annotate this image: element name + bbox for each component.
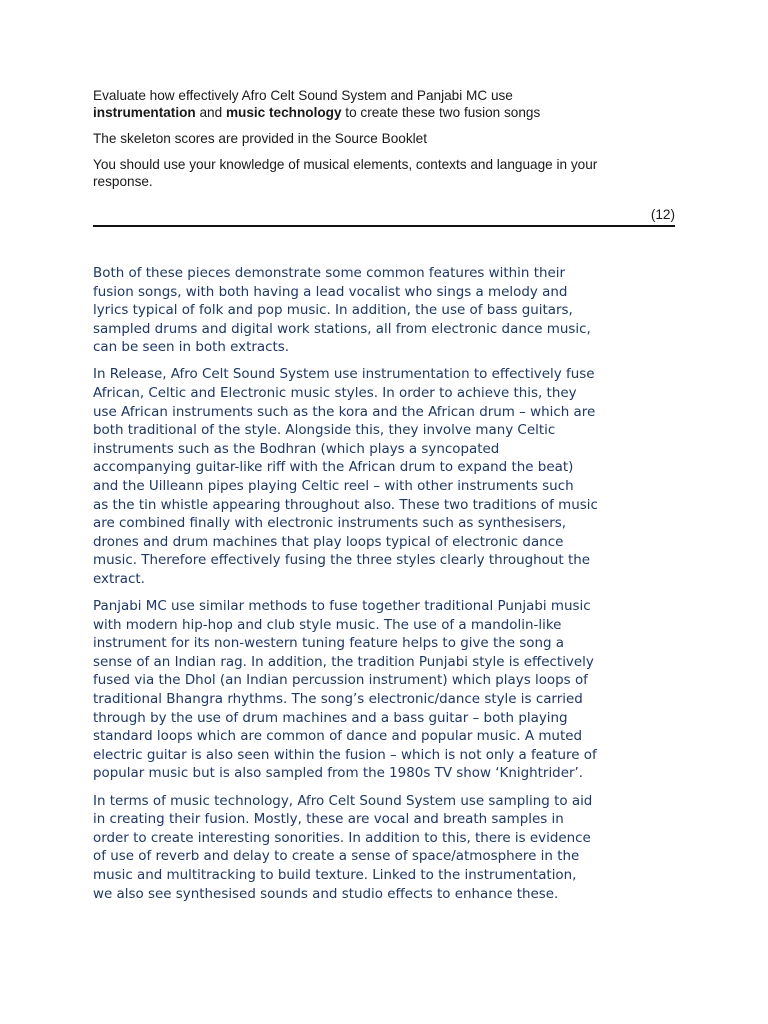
answer-paragraph: [93, 366, 683, 589]
answer-line: with modern hip-hop and club style music. The use of a mandolin-like: [93, 617, 562, 633]
answer-paragraph: [93, 793, 683, 905]
answer-line: and the Uilleann pipes playing Celtic reel – with other instruments such: [93, 479, 574, 495]
answer-line: drones and drum machines that play loops typical of electronic dance: [93, 534, 564, 550]
question-instruction-line-1: You should use your knowledge of musical elements, contexts and language in your: [93, 157, 598, 172]
answer-line: music. Therefore effectively fusing the three styles clearly throughout the: [93, 553, 591, 569]
answer-line: we also see synthesised sounds and studio effects to enhance these.: [93, 886, 559, 902]
answer-line: of use of reverb and delay to create a sense of space/atmosphere in the: [93, 849, 580, 865]
answer-line: music and multitracking to build texture. Linked to the instrumentation,: [93, 867, 577, 883]
question-source-note: The skeleton scores are provided in the Source Booklet: [93, 131, 427, 146]
question-line-2: [93, 104, 677, 121]
answer-line: accompanying guitar-like riff with the African drum to expand the beat): [93, 460, 574, 476]
answer-block: [93, 265, 683, 913]
answer-line: through by the use of drum machines and a bass guitar – both playing: [93, 710, 568, 726]
answer-line: can be seen in both extracts.: [93, 340, 290, 356]
question-instruction-line-2: response.: [93, 174, 153, 189]
answer-line: In terms of music technology, Afro Celt Sound System use sampling to aid: [93, 793, 593, 809]
answer-line: traditional Bhangra rhythms. The song’s electronic/dance style is carried: [93, 692, 583, 708]
answer-paragraph: [93, 265, 683, 358]
answer-line: African, Celtic and Electronic music styles. In order to achieve this, they: [93, 386, 577, 402]
marks-label: (12): [650, 207, 675, 222]
answer-line: sampled drums and digital work stations, all from electronic dance music,: [93, 321, 591, 337]
answer-line: order to create interesting sonorities. In addition to this, there is evidence: [93, 830, 591, 846]
question-block: [93, 87, 677, 190]
answer-line: fusion songs, with both having a lead vocalist who sings a melody and: [93, 284, 568, 300]
question-line-2-end: to create these two fusion songs: [341, 105, 541, 120]
answer-line: as the tin whistle appearing throughout also. These two traditions of music: [93, 497, 598, 513]
answer-line: Both of these pieces demonstrate some common features within their: [93, 266, 566, 281]
answer-line: fused via the Dhol (an Indian percussion instrument) which plays loops of: [93, 673, 588, 689]
answer-line: Panjabi MC use similar methods to fuse together traditional Punjabi music: [93, 599, 591, 615]
answer-line: in creating their fusion. Mostly, these are vocal and breath samples in: [93, 812, 564, 828]
keyword-music-technology: music technology: [225, 105, 342, 120]
keyword-instrumentation: instrumentation: [93, 105, 196, 120]
question-instruction: [93, 156, 677, 190]
answer-line: instrument for its non-western tuning feature helps to give the song a: [93, 636, 565, 652]
answer-paragraph: [93, 598, 683, 784]
answer-divider: [93, 225, 675, 227]
answer-line: instruments such as the Bodhran (which plays a syncopated: [93, 441, 500, 457]
answer-line: use African instruments such as the kora and the African drum – which are: [93, 404, 596, 420]
answer-line: extract.: [93, 572, 145, 587]
answer-line: electric guitar is also seen within the fusion – which is not only a feature of: [93, 747, 597, 763]
answer-line: standard loops which are common of dance and popular music. A muted: [93, 729, 583, 745]
answer-line: are combined finally with electronic instruments such as synthesisers,: [93, 516, 567, 532]
answer-line: sense of an Indian rag. In addition, the tradition Punjabi style is effectively: [93, 654, 594, 670]
question-line-2-mid: and: [195, 105, 226, 120]
answer-line: lyrics typical of folk and pop music. In addition, the use of bass guitars,: [93, 303, 573, 319]
answer-line: popular music but is also sampled from the 1980s TV show ‘Knightrider’.: [93, 766, 584, 782]
answer-line: both traditional of the style. Alongside this, they involve many Celtic: [93, 423, 556, 439]
question-line-1: Evaluate how effectively Afro Celt Sound System and Panjabi MC use: [93, 88, 513, 103]
answer-line: In Release, Afro Celt Sound System use instrumentation to effectively fuse: [93, 367, 595, 383]
